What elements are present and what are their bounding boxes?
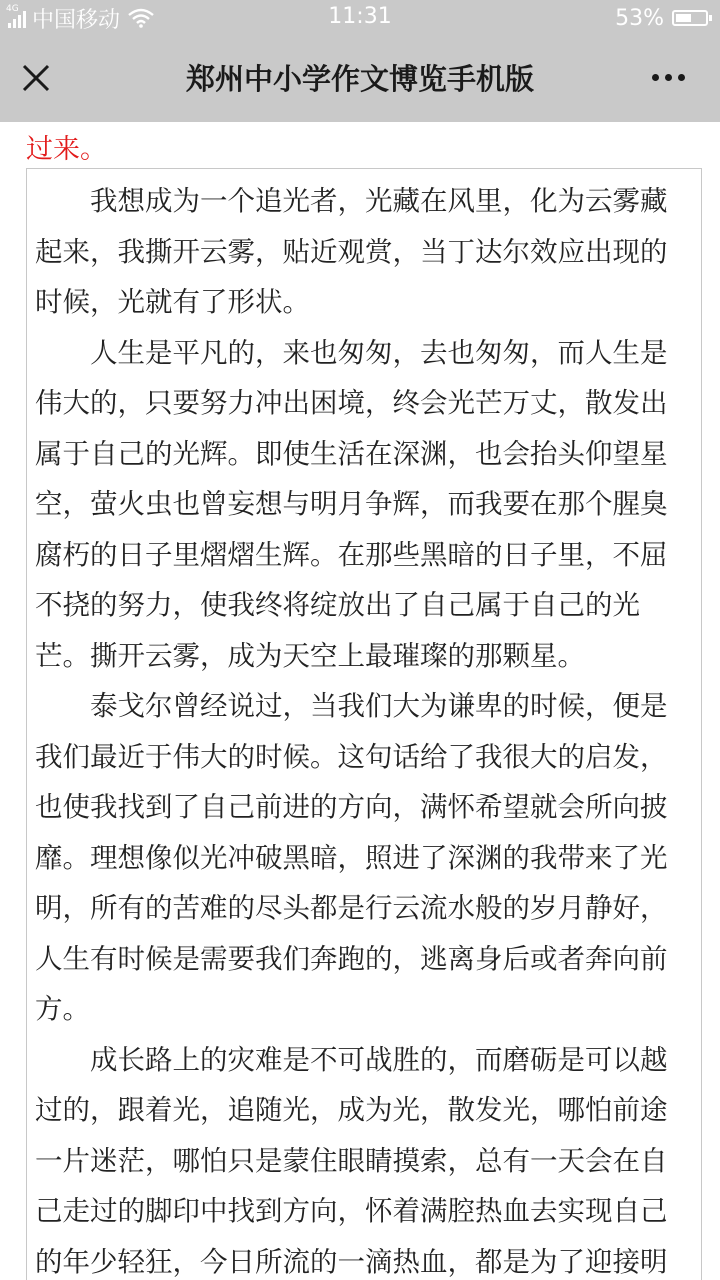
carrier-name: 中国移动 [32, 7, 121, 33]
more-icon [652, 74, 659, 81]
battery-fill [676, 14, 691, 22]
nav-bar [0, 36, 720, 122]
article-line: 时候，光就有了形状。 [35, 286, 310, 318]
article-line: 方。 [35, 993, 90, 1025]
article-line: 人生是平凡的，来也匆匆，去也匆匆，而人生是 [35, 336, 668, 369]
status-bar [0, 0, 720, 36]
network-type: 4G [6, 4, 19, 14]
article-line: 我想成为一个追光者，光藏在风里，化为云雾藏 [35, 185, 668, 217]
article-line: 靡。理想像似光冲破黑暗，照进了深渊的我带来了光 [35, 841, 668, 874]
article-line: 一片迷茫，哪怕只是蒙住眼睛摸索，总有一天会在自 [35, 1144, 668, 1177]
close-button[interactable] [16, 58, 56, 98]
status-right [615, 4, 708, 32]
article-line: 属于自己的光辉。即使生活在深渊，也会抬头仰望星 [35, 437, 668, 470]
article-line: 人生有时候是需要我们奔跑的，逃离身后或者奔向前 [35, 942, 668, 975]
previous-text-tail: 过来。 [26, 134, 107, 165]
article-line: 过的，跟着光，追随光，成为光，散发光，哪怕前途 [35, 1094, 668, 1126]
article-line: 的年少轻狂，今日所流的一滴热血，都是为了迎接明 [35, 1245, 668, 1278]
article-line: 芒。撕开云雾，成为天空上最璀璨的那颗星。 [35, 639, 585, 672]
article-line: 我们最近于伟大的时候。这句话给了我很大的启发， [35, 740, 668, 773]
article-line: 腐朽的日子里熠熠生辉。在那些黑暗的日子里，不屈 [35, 538, 668, 571]
status-time: 11:31 [328, 4, 392, 29]
essay-box [26, 168, 702, 1280]
article-line: 起来，我撕开云雾，贴近观赏，当丁达尔效应出现的 [35, 235, 668, 268]
article-line: 伟大的，只要努力冲出困境，终会光芒万丈，散发出 [35, 387, 668, 419]
close-icon [16, 58, 56, 98]
article-line: 明，所有的苦难的尽头都是行云流水般的岁月静好， [35, 892, 668, 924]
more-button[interactable] [652, 70, 692, 84]
article-content[interactable] [0, 122, 720, 1280]
article-line: 泰戈尔曾经说过，当我们大为谦卑的时候，便是 [35, 690, 668, 722]
article-line: 己走过的脚印中找到方向，怀着满腔热血去实现自己 [35, 1195, 668, 1227]
battery-icon [672, 10, 708, 26]
article-line: 空，萤火虫也曾妄想与明月争辉，而我要在那个腥臭 [35, 488, 668, 520]
article-line: 也使我找到了自己前进的方向，满怀希望就会所向披 [35, 791, 668, 823]
battery-percent: 53% [615, 5, 664, 31]
article-line: 成长路上的灾难是不可战胜的，而磨砺是可以越 [35, 1043, 668, 1076]
article-line: 不挠的努力，使我终将绽放出了自己属于自己的光 [35, 589, 640, 621]
top-bar [0, 0, 720, 122]
page-title: 郑州中小学作文博览手机版 [185, 62, 534, 96]
